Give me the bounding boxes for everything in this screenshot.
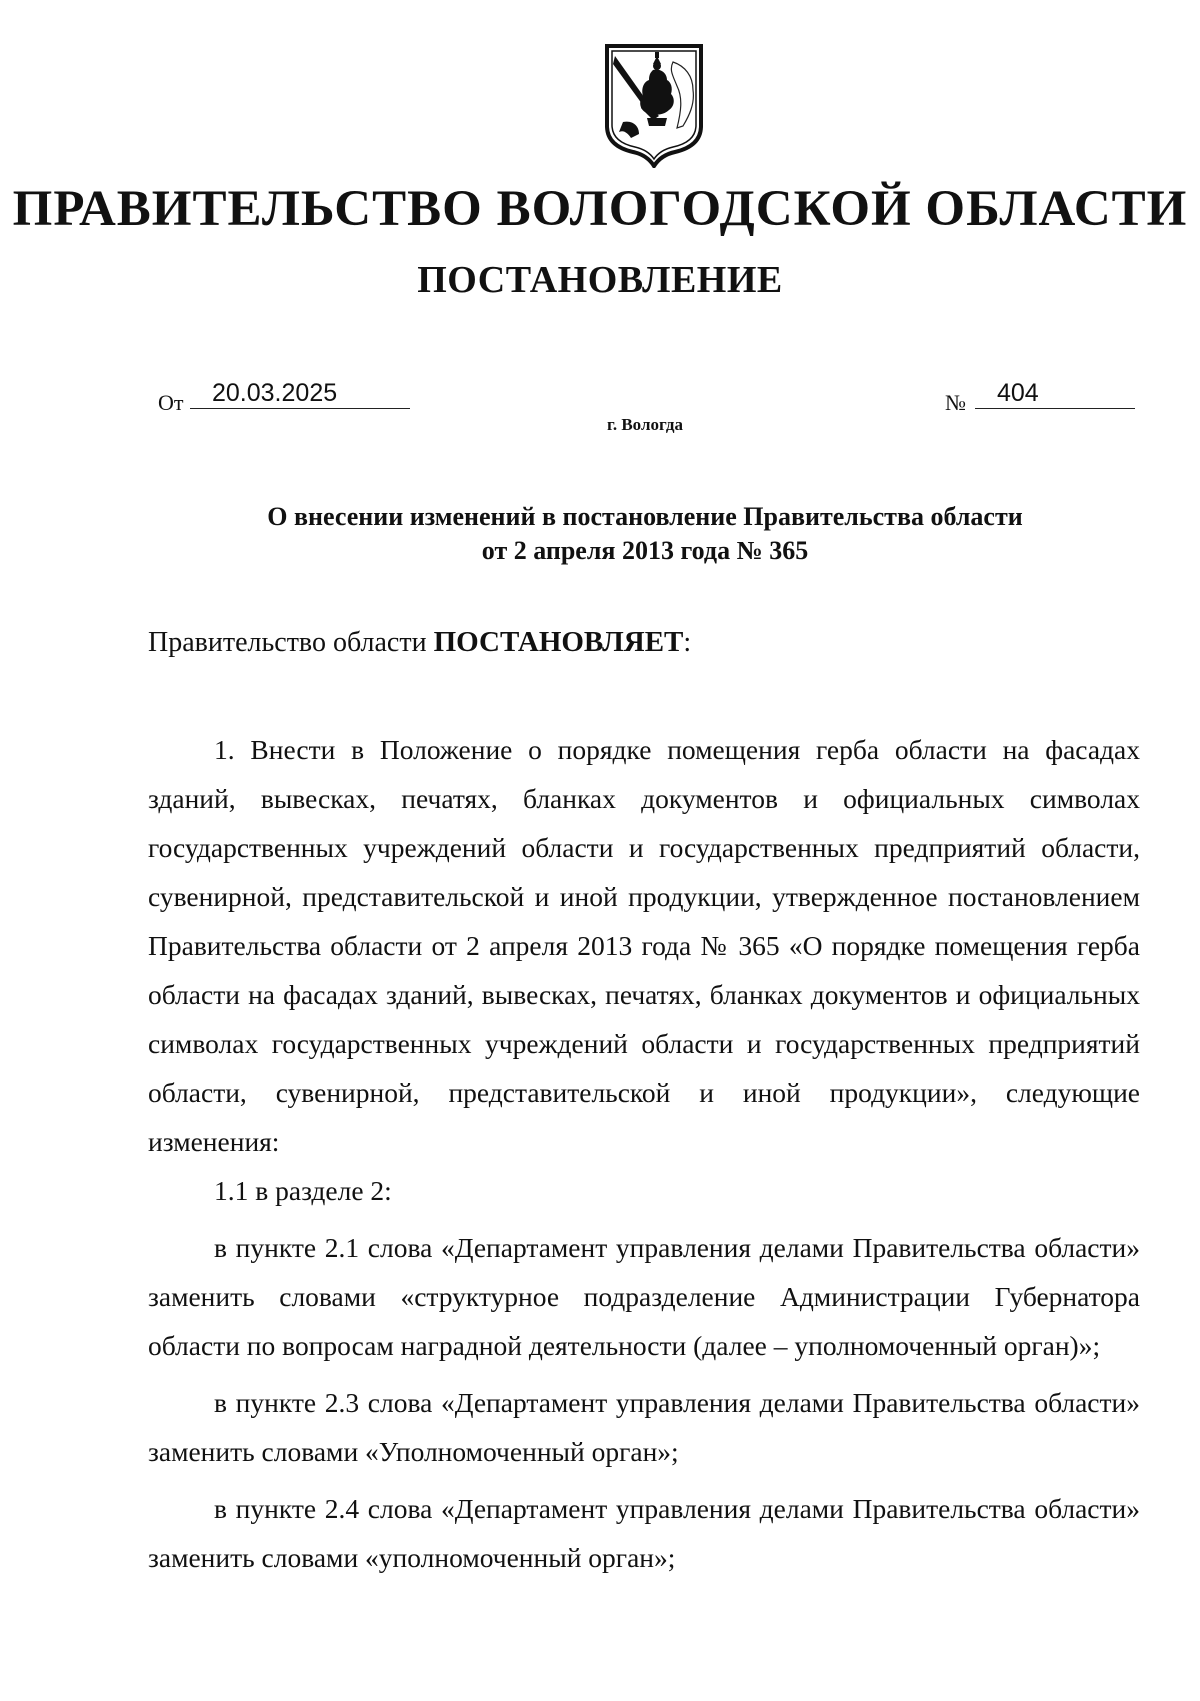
subject-line-2: от 2 апреля 2013 года № 365 bbox=[481, 536, 809, 565]
preamble-emphasis: ПОСТАНОВЛЯЕТ bbox=[433, 626, 684, 658]
document-body bbox=[148, 725, 1140, 1582]
coat-of-arms-icon bbox=[603, 42, 705, 168]
document-number: 404 bbox=[975, 378, 1135, 409]
city: г. Вологда bbox=[607, 415, 683, 434]
paragraph-2-3: в пункте 2.3 слова «Департамент управления делами Правительства области» заменить словами «Уполномоченный орган»; bbox=[148, 1387, 1140, 1467]
document-date: 20.03.2025 bbox=[190, 378, 410, 409]
paragraph-2-4: в пункте 2.4 слова «Департамент управления делами Правительства области» заменить словами «уполномоченный орган»; bbox=[148, 1493, 1140, 1573]
subject-line-1: О внесении изменений в постановление Правительства области bbox=[267, 502, 1023, 531]
document-type: ПОСТАНОВЛЕНИЕ bbox=[417, 259, 783, 301]
paragraph-1-1: 1.1 в разделе 2: bbox=[214, 1175, 392, 1206]
date-label: От bbox=[158, 390, 184, 415]
number-label: № bbox=[945, 390, 966, 415]
organization-title: ПРАВИТЕЛЬСТВО ВОЛОГОДСКОЙ ОБЛАСТИ bbox=[12, 181, 1188, 237]
document-subject bbox=[100, 500, 1190, 568]
preamble-text: Правительство области bbox=[148, 627, 427, 658]
preamble-punct: : bbox=[683, 627, 692, 658]
paragraph-2-1: в пункте 2.1 слова «Департамент управления делами Правительства области» заменить словами «структурное подразделение Администрации Губернатора области по вопросам наградной деятельности (далее – уполномоченный орган)»; bbox=[148, 1232, 1140, 1361]
paragraph-1: 1. Внести в Положение о порядке помещения герба области на фасадах зданий, вывесках, печатях, бланках документов и официальных символах государственных учреждений области и государственных предприятий области, сувенирной, представительской и иной продукции, утвержденное постановлением Правительства области от 2 апреля 2013 года № 365 «О порядке помещения герба области на фасадах зданий, вывесках, печатях, бланках документов и официальных символах государственных учреждений области и государственных предприятий области, сувенирной, представительской и иной продукции», следующие изменения: bbox=[148, 734, 1140, 1157]
preamble bbox=[148, 626, 691, 659]
